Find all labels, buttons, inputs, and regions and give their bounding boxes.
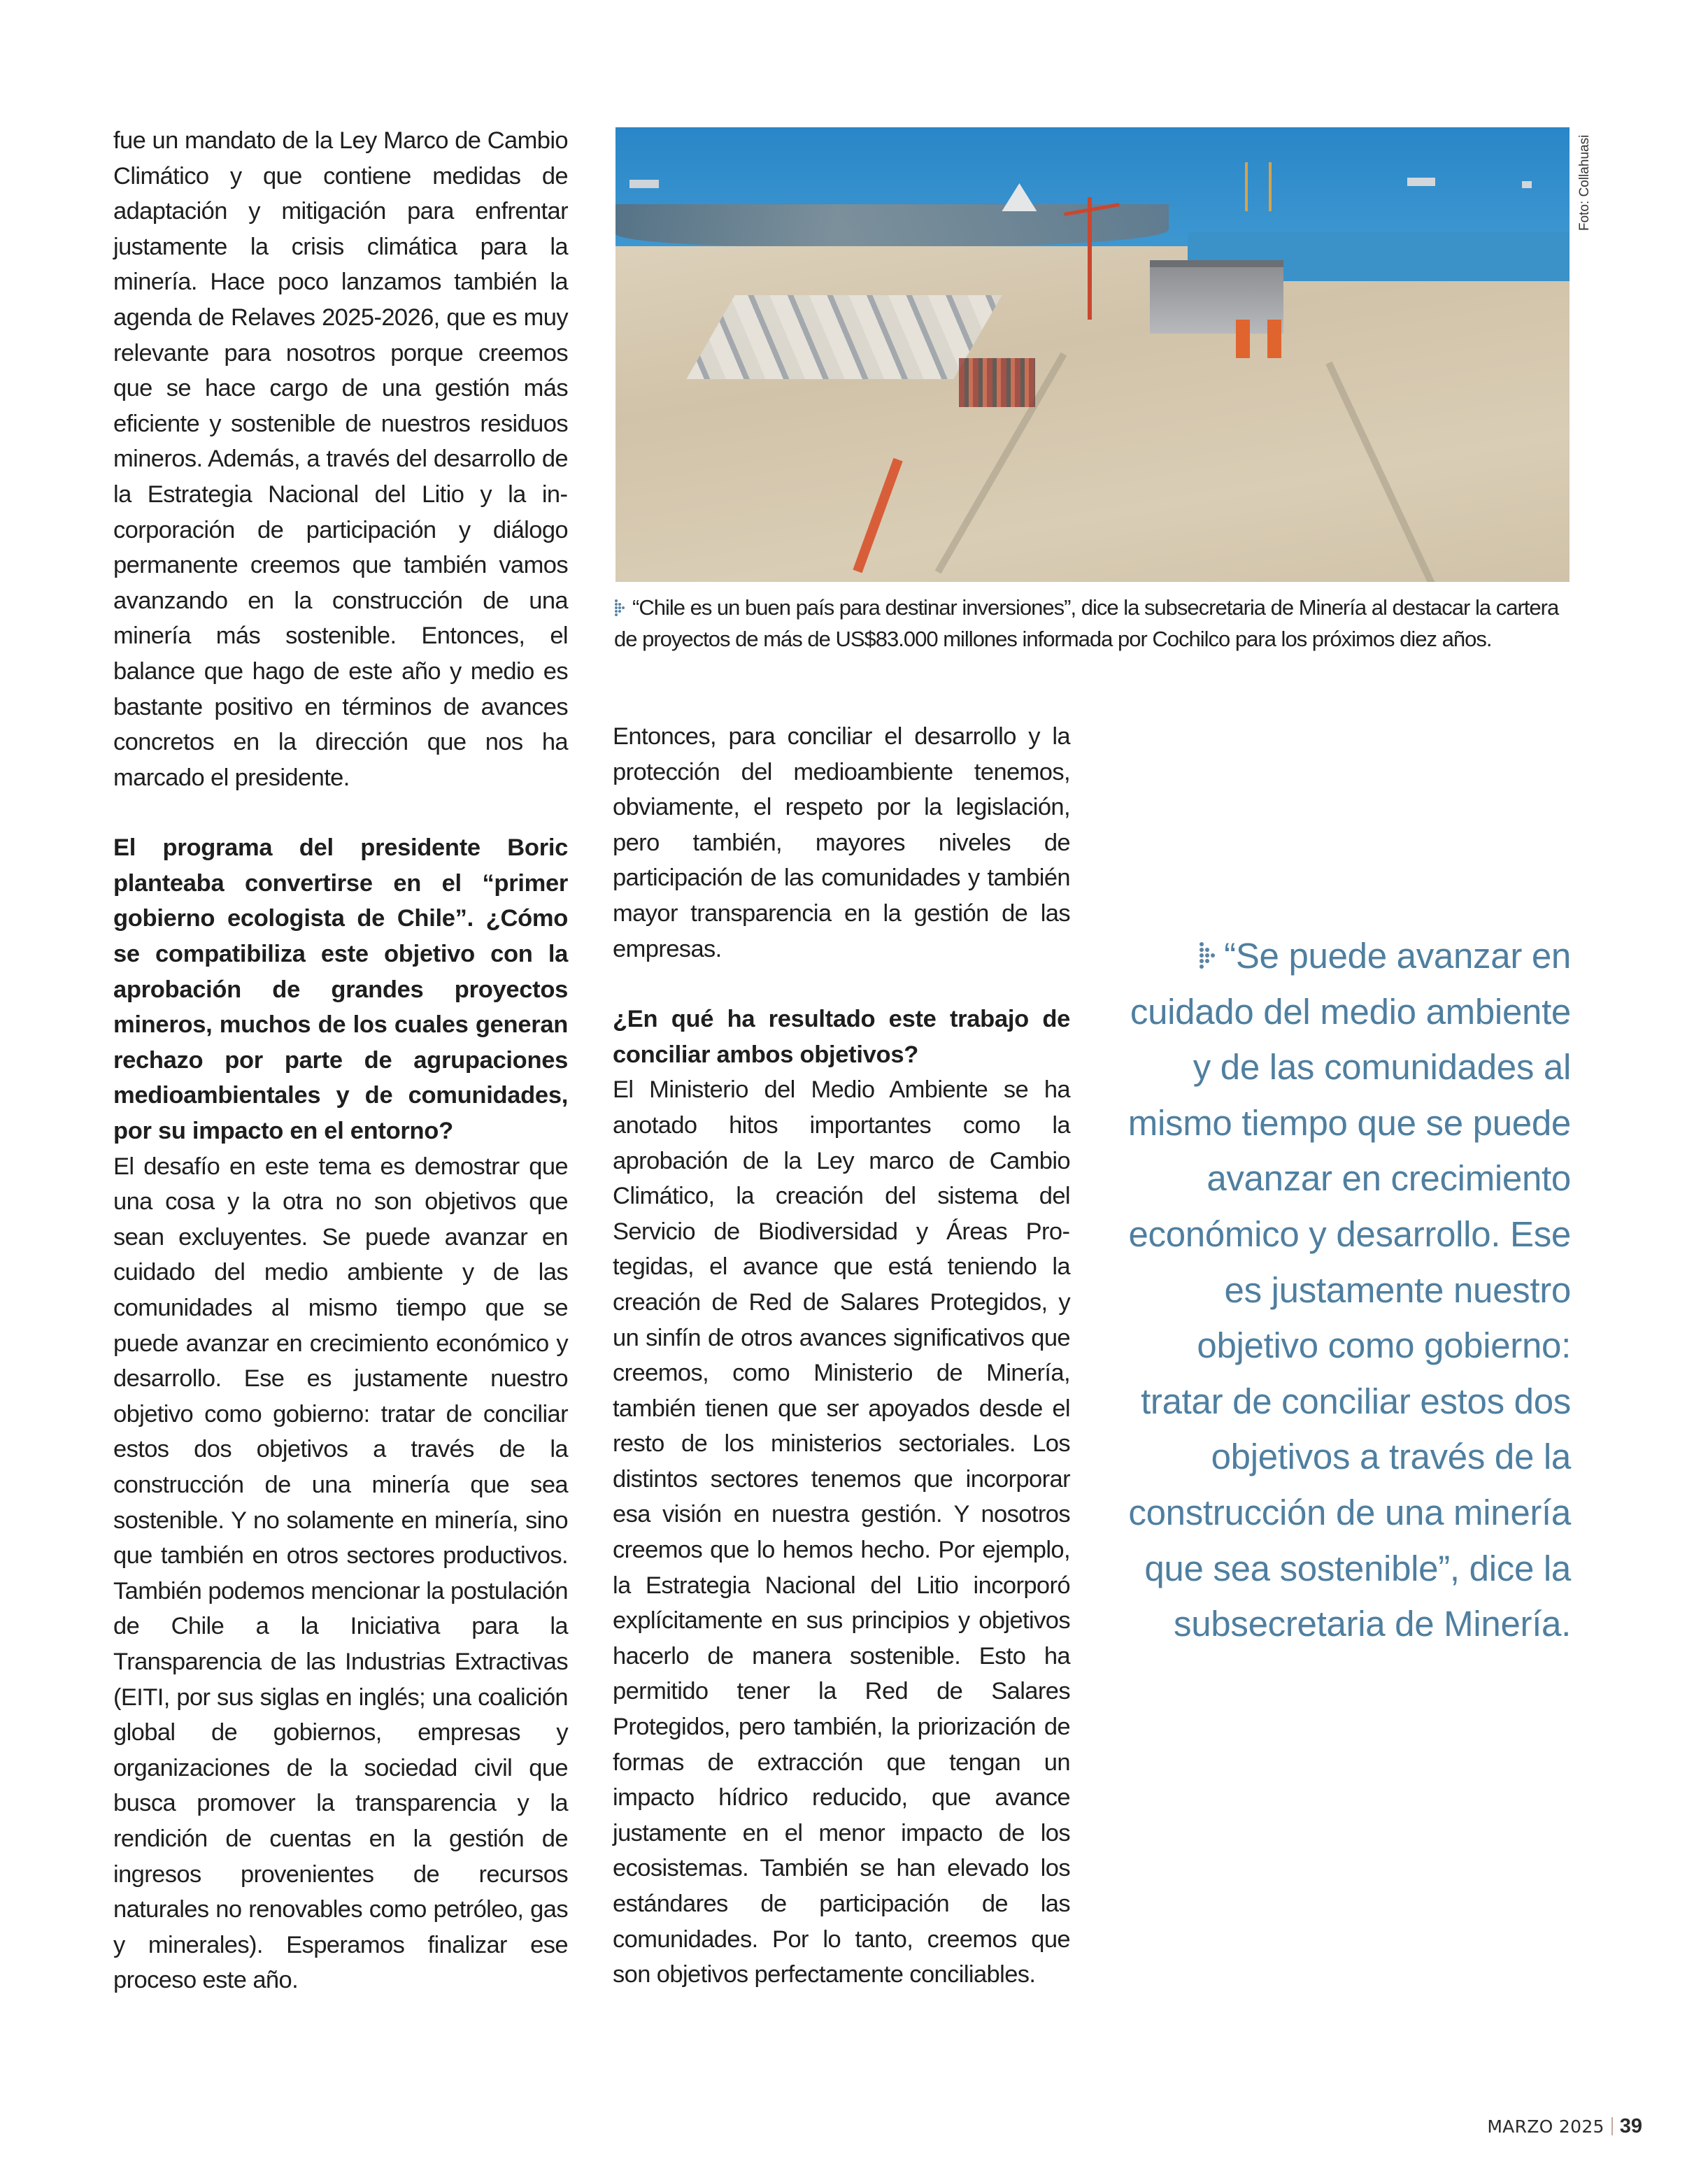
dotted-arrow-bullet-icon xyxy=(614,599,627,617)
interview-answer: El desafío en este tema es demostrar que una cosa y la otra no son objetivos que sean excluyentes. Se puede avanzar en cuidado del medio ambiente y de las comunidades al mismo tiempo que se puede avanzar en crecimiento económico y desarrollo. Ese es justamente nuestro objetivo como gobierno: tratar de conciliar estos dos objetivos a través de la construcción de una minería que sea sostenible. Y no solamente en minería, sino que también en otros sectores productivos. También podemos mencionar la postulación de Chile a la Iniciativa para la Transparencia de las Industrias Extractivas (EITI, por sus siglas en inglés; una coalición global de gobiernos, empresas y organizaciones de la sociedad civil que busca promover la transparencia y la rendición de cuentas en la gestión de ingresos provenientes de recursos naturales no renovables como petróleo, gas y minerales). Esperamos finalizar ese proceso este año. xyxy=(113,1153,568,1994)
page-footer xyxy=(1487,2115,1642,2138)
middle-text-column xyxy=(613,719,1070,1993)
pull-quote-text: “Se puede avanzar en cuidado del medio ambiente y de las comunidades al mismo tiempo que se puede avanzar en crecimiento económico y desarrollo. Ese es justamente nuestro objetivo como gobierno: tratar de conciliar estos dos objetivos a través de la construcción de una minería que sea sostenible”, dice la subsecretaria de Minería. xyxy=(1127,936,1571,1644)
pull-quote xyxy=(1119,928,1571,1652)
photo-caption xyxy=(614,592,1570,655)
issue-date: MARZO 2025 xyxy=(1487,2116,1604,2137)
article-photo xyxy=(615,127,1570,582)
caption-text: “Chile es un buen país para destinar inversiones”, dice la subsecretaria de Minería al destacar la cartera de proyectos de más de US$83.000 millones informada por Cochilco para los próximos diez años. xyxy=(614,595,1559,651)
photo-credit: Foto: Collahuasi xyxy=(1577,134,1592,231)
footer-separator xyxy=(1611,2117,1613,2135)
dotted-arrow-bullet-icon xyxy=(1199,941,1217,969)
body-paragraph: Entonces, para conciliar el desarrollo y la protección del medioambiente tenemos, obviamente, el respeto por la legislación, pero también, mayores niveles de participación de las comunidades y también mayor transparencia en la gestión de las empresas. xyxy=(613,723,1070,962)
interview-answer: El Ministerio del Medio Ambiente se ha anotado hitos importantes como la aprobación de la Ley marco de Cambio Climático, la creación del sistema del Servicio de Biodiversidad y Áreas Protegidas, el avance que está teniendo la creación de Red de Salares Protegidos, y un sinfín de otros avances significativos que creemos, como Ministerio de Minería, también tienen que ser apoyados desde el resto de los ministerios sectoriales. Los distintos sectores tenemos que incorporar esa visión en nuestra gestión. Y nosotros creemos que lo hemos hecho. Por ejemplo, la Estrategia Nacional del Litio incorporó explícitamente en sus principios y objetivos hacerlo de manera sostenible. Esto ha permitido tener la Red de Salares Protegidos, pero también, la priorización de formas de extracción que tengan un impacto hídrico reducido, que avance justamente en el menor impacto de los ecosistemas. También se han elevado los estándares de participación de las comunidades. Por lo tanto, creemos que son objetivos perfectamente conciliables. xyxy=(613,1076,1070,1988)
left-text-column xyxy=(113,123,568,1998)
body-paragraph: fue un mandato de la Ley Marco de Cambio Climático y que contiene medidas de adaptación y mitigación para enfrentar justamente la crisis climática para la minería. Hace poco lanzamos también la agenda de Relaves 2025-2026, que es muy relevante para nosotros porque creemos que se hace cargo de una gestión más eficiente y sostenible de nuestros residuos mineros. Además, a través del desarrollo de la Estrategia Nacional del Litio y la incorporación de participación y diálogo permanente creemos que también vamos avanzando en la construcción de una minería más sostenible. Entonces, el balance que hago de este año y medio es bastante positivo en términos de avances concretos en la dirección que nos ha marcado el presidente. xyxy=(113,127,568,791)
interview-question: ¿En qué ha resultado este trabajo de conciliar ambos objetivos? xyxy=(613,1006,1070,1068)
interview-question: El programa del presidente Boric planteaba convertirse en el “primer gobierno ecologista de Chile”. ¿Cómo se compatibiliza este objetivo con la aprobación de grandes proyectos mineros, muchos de los cuales generan rechazo por parte de agrupaciones medioambientales y de comunidades, por su impacto en el entorno? xyxy=(113,834,568,1145)
page-number: 39 xyxy=(1619,2115,1642,2137)
